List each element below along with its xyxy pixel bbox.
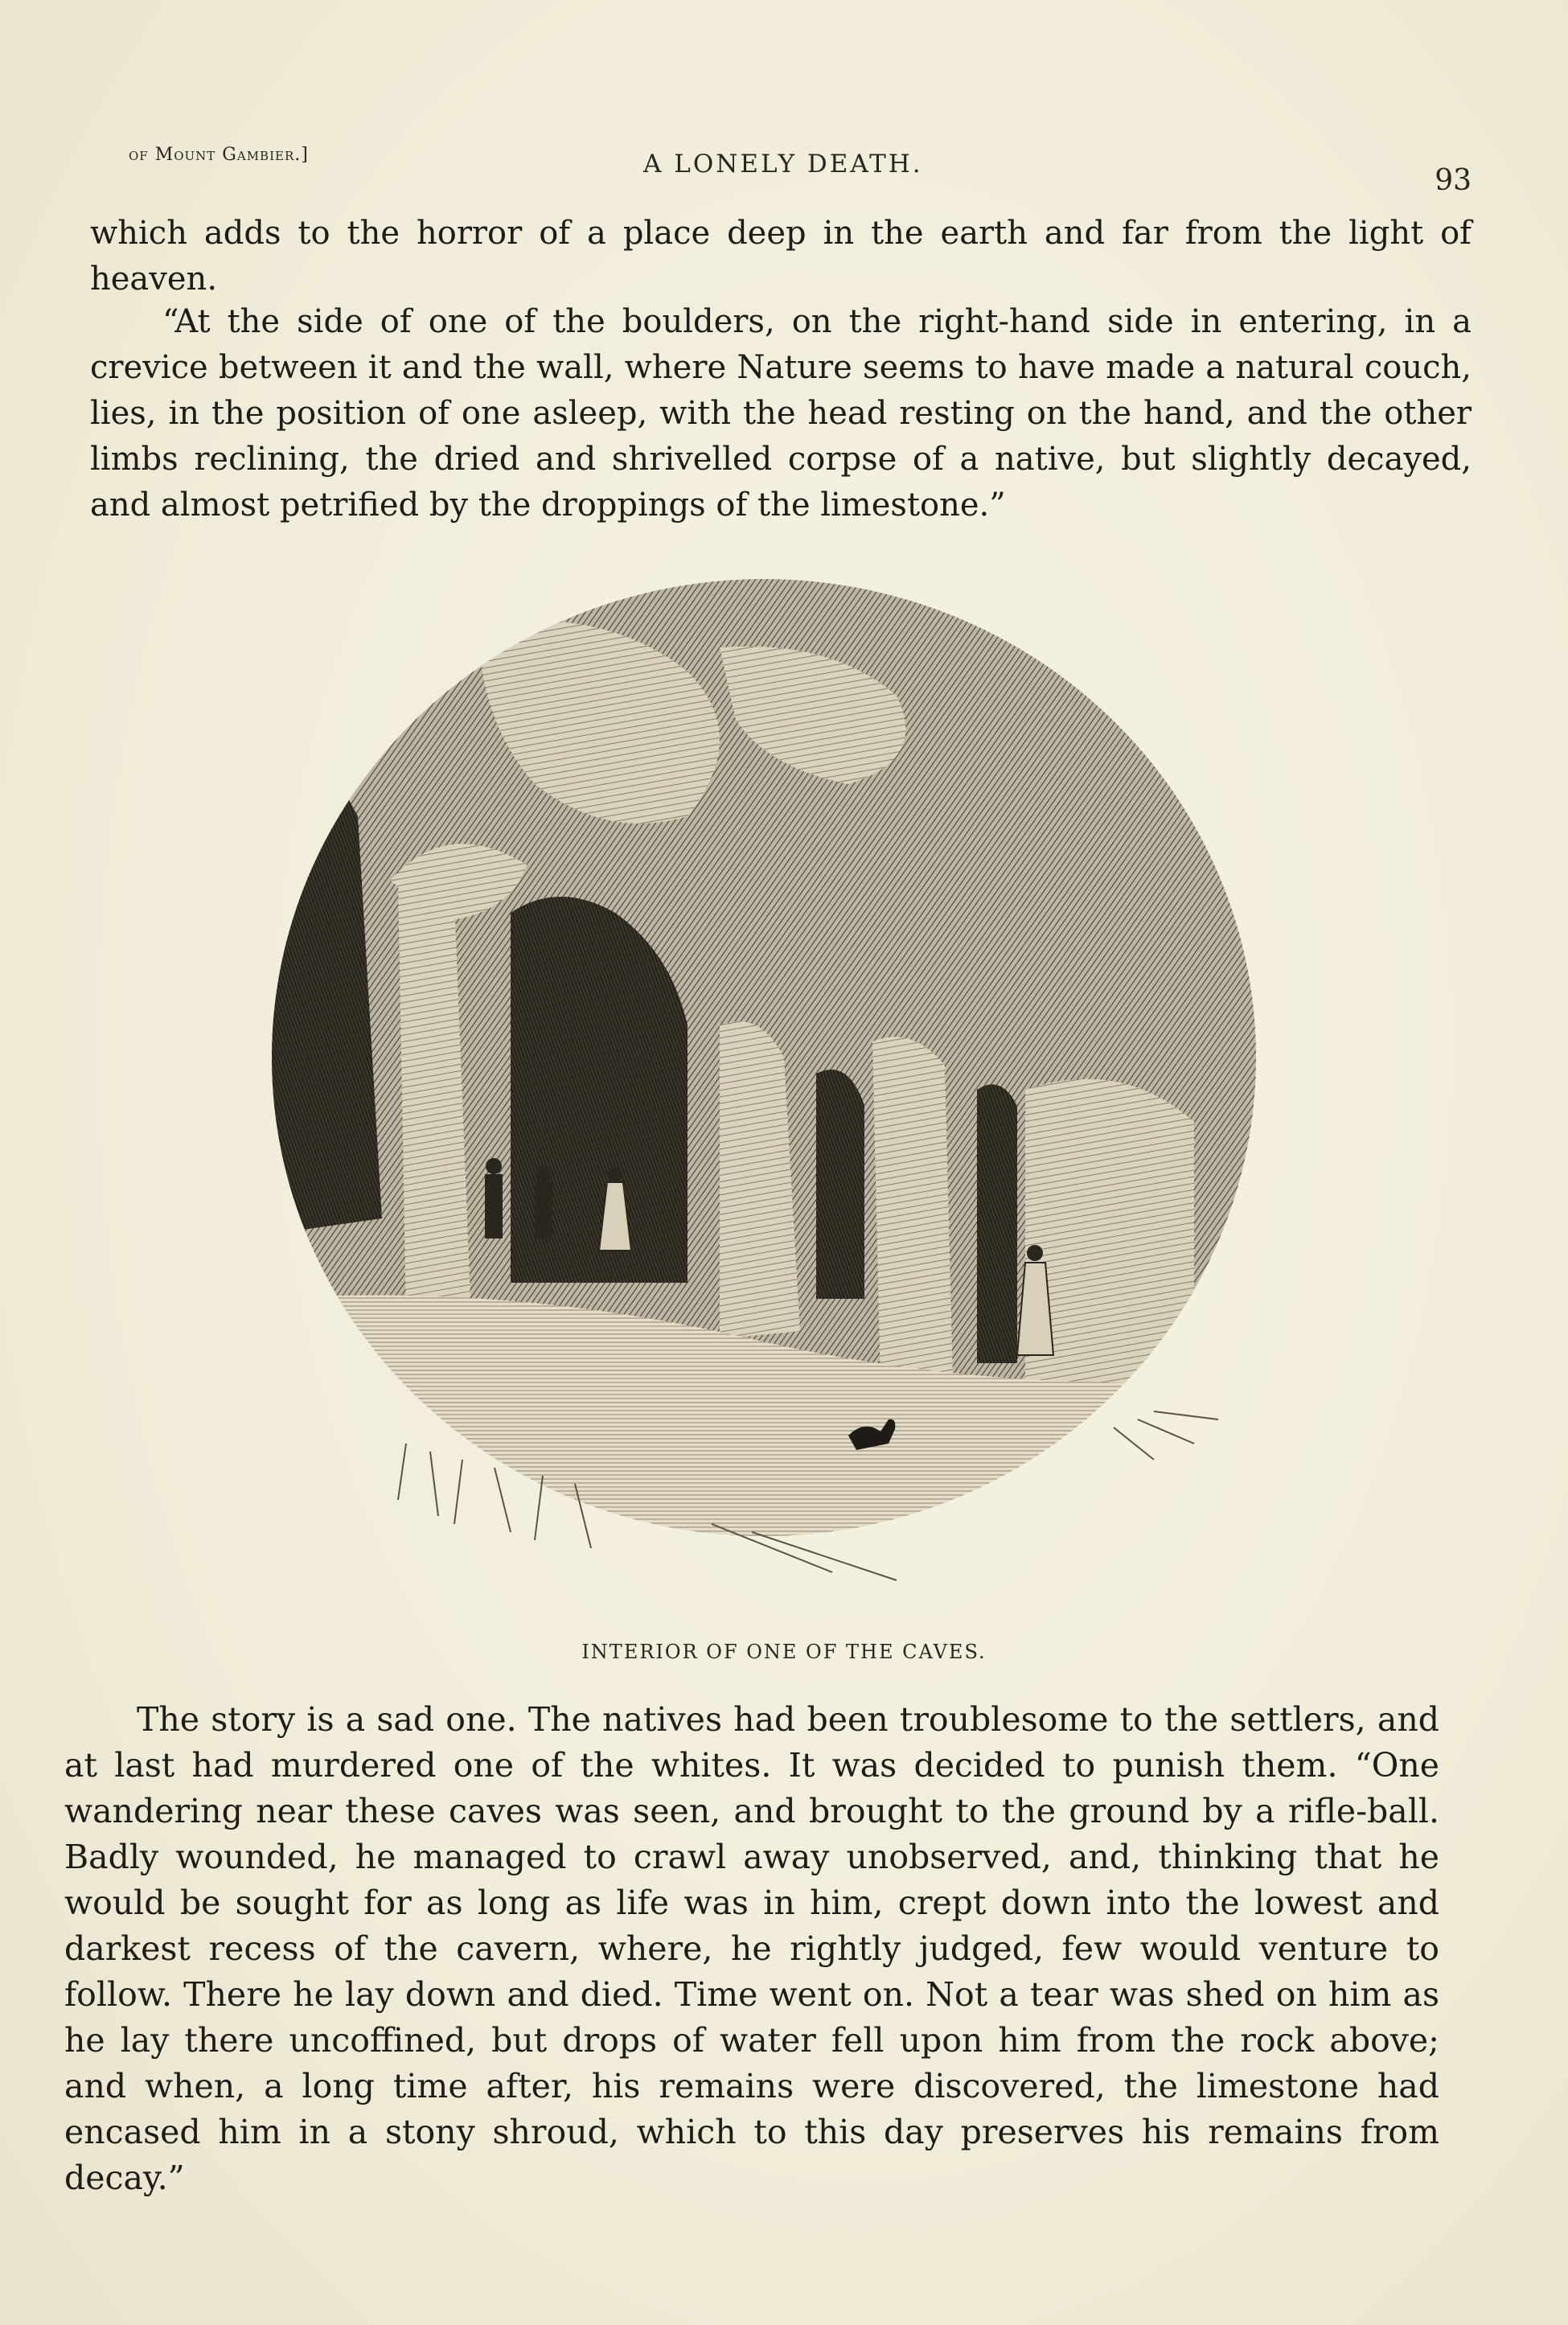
cave-scene — [269, 575, 1258, 1629]
illustration-caption: INTERIOR OF ONE OF THE CAVES. — [581, 1641, 987, 1663]
header-section-title: of Mount Gambier.] — [129, 145, 309, 165]
page-number: 93 — [1435, 164, 1472, 197]
header-chapter-title: A LONELY DEATH. — [643, 150, 923, 179]
cave-illustration — [269, 575, 1258, 1629]
paragraph-1: which adds to the horror of a place deep in the earth and far from the light of heaven. — [90, 215, 1472, 298]
paragraph-3: The story is a sad one. The natives had been troublesome to the settlers, and at last had murdered one of the whites. It was decided to punish them. “One wandering near these caves was seen, and brought to the ground by a rifle-ball. Badly wounded, he managed to crawl away unobserved, and, thinking that he would be sought for as long as life was in him, crept down into the lowest and darkest recess of the cavern, where, he rightly judged, few would venture to follow. There he lay down and died. Time went on. Not a tear was shed on him as he lay there uncoffined, but drops of water fell upon him from the rock above; and when, a long time after, his remains were discovered, the limestone had encased him in a stony shroud, which to this day preserves his remains from decay.” — [64, 1700, 1439, 2197]
running-header — [129, 142, 1472, 198]
paragraph-2: “At the side of one of the boulders, on the right-hand side in entering, in a crevice between it and the wall, where Nature seems to have made a natural couch, lies, in the position of one asleep, with the head resting on the hand, and the other limbs reclining, the dried and shrivelled corpse of a native, but slightly decayed, and almost petrified by the droppings of the limestone.” — [90, 303, 1472, 524]
